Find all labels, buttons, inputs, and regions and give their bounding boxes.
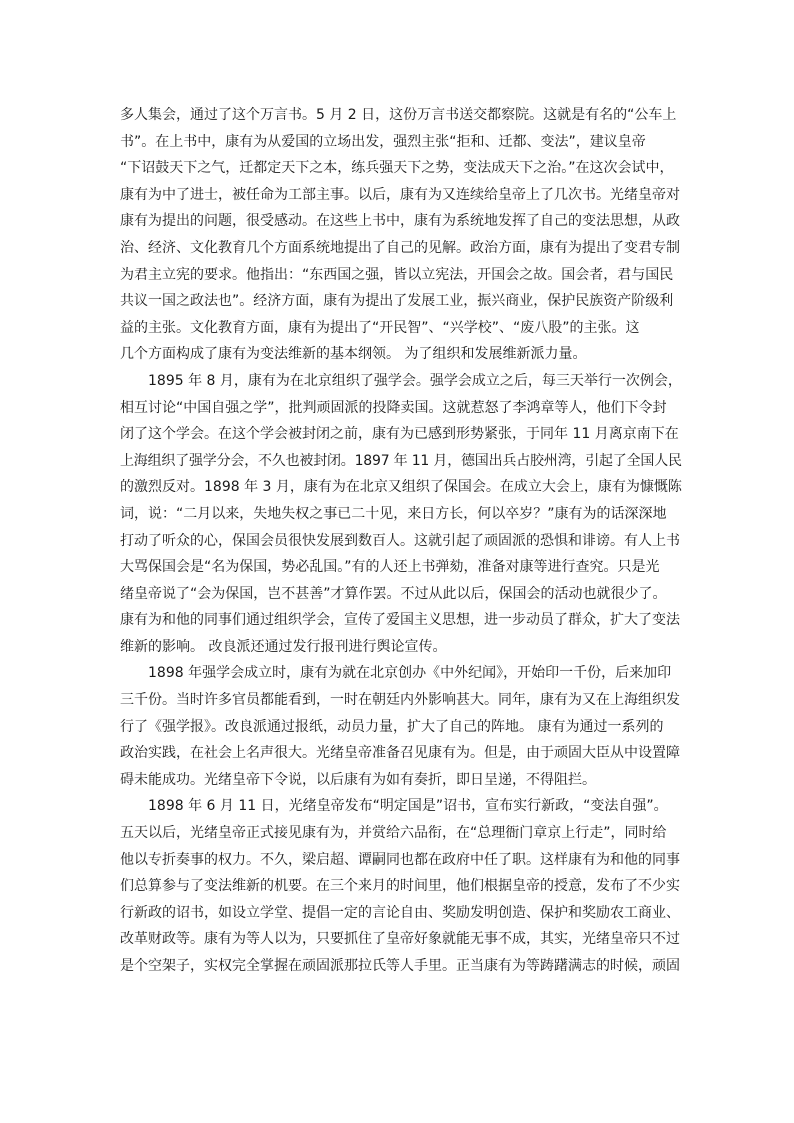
text-line: 碍未能成功。光绪皇帝下令说，以后康有为如有奏折，即日呈递，不得阻拦。 bbox=[120, 771, 596, 788]
text-line: 词，说：“二月以来，失地失权之事已二十见，来日方长，何以卒岁？”康有为的话深深地 bbox=[120, 505, 667, 522]
text-line: 为君主立宪的要求。他指出：“东西国之强，皆以立宪法，开国会之故。国会者，君与国民 bbox=[120, 266, 674, 283]
text-line: 1895 年 8 月，康有为在北京组织了强学会。强学会成立之后，每三天举行一次例会， bbox=[148, 372, 682, 389]
text-line: 1898 年强学会成立时，康有为就在北京创办《中外纪闻》，开始印一千份，后来加印 bbox=[148, 665, 672, 682]
text-line: 康有为提出的问题，很受感动。在这些上书中，康有为系统地发挥了自己的变法思想，从政 bbox=[120, 213, 680, 230]
text-line: 康有为中了进士，被任命为工部主事。以后，康有为又连续给皇帝上了几次书。光绪皇帝对 bbox=[120, 186, 680, 203]
text-line: 的激烈反对。1898 年 3 月，康有为在北京又组织了保国会。在成立大会上，康有为慷慨陈 bbox=[120, 479, 682, 496]
text-line: “下诏鼓天下之气，迁都定天下之本，练兵强天下之势，变法成天下之治。”在这次会试中， bbox=[120, 160, 674, 177]
text-line: 是个空架子，实权完全掌握在顽固派那拉氏等人手里。正当康有为等踌躇满志的时候，顽固 bbox=[120, 958, 680, 974]
text-line: 多人集会，通过了这个万言书。5 月 2 日，这份万言书送交都察院。这就是有名的“公车上 bbox=[120, 107, 677, 123]
text-line: 绪皇帝说了“会为保国，岂不甚善”才算作罢。不过从此以后，保国会的活动也就很少了。 bbox=[120, 585, 667, 602]
text-line: 益的主张。文化教育方面，康有为提出了“开民智”、“兴学校”、“废八股”的主张。这 bbox=[120, 319, 640, 336]
text-line: 闭了这个学会。在这个学会被封闭之前，康有为已感到形势紧张，于同年 11 月离京南下在 bbox=[120, 426, 679, 443]
text-line: 五天以后，光绪皇帝正式接见康有为，并赏给六品衔，在“总理衙门章京上行走”，同时给 bbox=[120, 825, 667, 842]
text-line: 行新政的诏书，如设立学堂、提倡一定的言论自由、奖励发明创造、保护和奖励农工商业、 bbox=[120, 904, 680, 921]
text-line: 大骂保国会是“名为保国，势必乱国。”有的人还上书弹劾，准备对康等进行查究。只是光 bbox=[120, 559, 660, 576]
text-line: 他以专折奏事的权力。不久，梁启超、谭嗣同也都在政府中任了职。这样康有为和他的同事 bbox=[120, 851, 680, 868]
text-line: 1898 年 6 月 11 日，光绪皇帝发布“明定国是”诏书，宣布实行新政，“变法自强”。 bbox=[148, 798, 668, 815]
body-text bbox=[120, 102, 685, 980]
text-line: 相互讨论“中国自强之学”，批判顽固派的投降卖国。这就惹怒了李鸿章等人，他们下令封 bbox=[120, 399, 667, 416]
text-line: 康有为和他的同事们通过组织学会，宣传了爱国主义思想，进一步动员了群众，扩大了变法 bbox=[120, 612, 680, 629]
text-line: 行了《强学报》。改良派通过报纸，动员力量，扩大了自己的阵地。 康有为通过一系列的 bbox=[120, 718, 664, 735]
text-line: 共议一国之政法也”。经济方面，康有为提出了发展工业，振兴商业，保护民族资产阶级利 bbox=[120, 293, 674, 310]
text-line: 治、经济、文化教育几个方面系统地提出了自己的见解。政治方面，康有为提出了变君专制 bbox=[120, 239, 680, 256]
text-line: 三千份。当时许多官员都能看到，一时在朝廷内外影响甚大。同年，康有为又在上海组织发 bbox=[120, 692, 680, 709]
text-line: 维新的影响。 改良派还通过发行报刊进行舆论宣传。 bbox=[120, 638, 447, 655]
text-line: 书”。在上书中，康有为从爱国的立场出发，强烈主张“拒和、迁都、变法”，建议皇帝 bbox=[120, 133, 646, 150]
text-line: 们总算参与了变法维新的机要。在三个来月的时间里，他们根据皇帝的授意，发布了不少实 bbox=[120, 878, 680, 895]
text-line: 政治实践，在社会上名声很大。光绪皇帝准备召见康有为。但是，由于顽固大臣从中设置障 bbox=[120, 745, 680, 762]
text-line: 上海组织了强学分会，不久也被封闭。1897 年 11 月，德国出兵占胶州湾，引起了全国人民 bbox=[120, 452, 682, 469]
text-line: 打动了听众的心，保国会员很快发展到数百人。这就引起了顽固派的恐惧和诽谤。有人上书 bbox=[120, 532, 680, 549]
text-line: 改革财政等。康有为等人以为，只要抓住了皇帝好象就能无事不成，其实，光绪皇帝只不过 bbox=[120, 931, 680, 948]
text-line: 几个方面构成了康有为变法维新的基本纲领。 为了组织和发展维新派力量。 bbox=[120, 346, 587, 363]
